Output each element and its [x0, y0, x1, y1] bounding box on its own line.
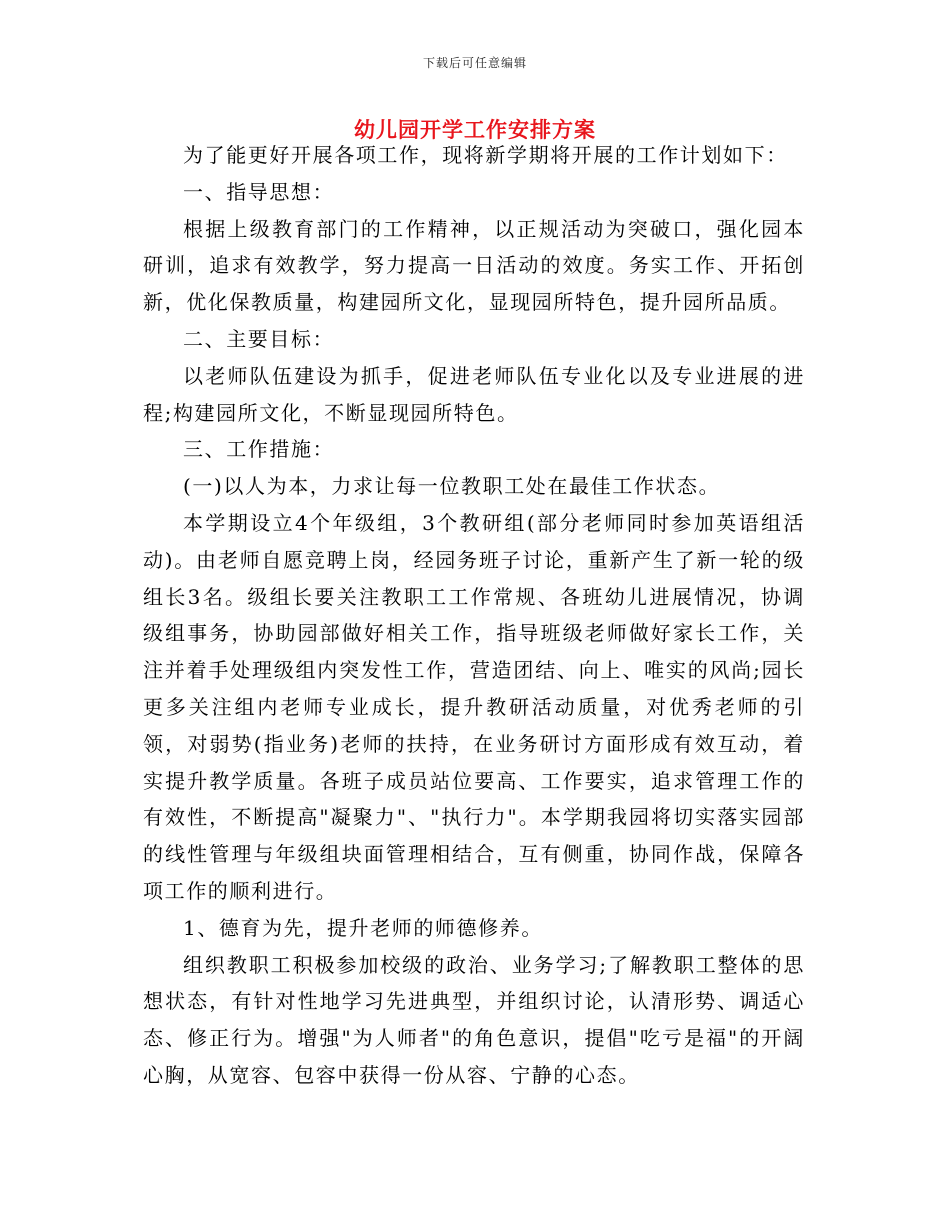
- heading-guiding-ideology: 一、指导思想：: [183, 179, 335, 204]
- subheading-people-oriented: (一)以人为本，力求让每一位教职工处在最佳工作状态。: [183, 474, 721, 499]
- paragraph-guiding-ideology: 根据上级教育部门的工作精神，以正规活动为突破口，强化园本研训，追求有效教学，努力提高一日活动的效度。务实工作、开拓创新，优化保教质量，构建园所文化，显现园所特色，提升园所品质。: [143, 216, 805, 315]
- subheading-moral-education: 1、德育为先，提升老师的师德修养。: [183, 915, 543, 940]
- document-title: 幼儿园开学工作安排方案: [354, 117, 596, 142]
- heading-work-measures: 三、工作措施：: [183, 437, 335, 462]
- header-note: 下载后可任意编辑: [422, 56, 527, 70]
- paragraph-grade-groups: 本学期设立4个年级组，3个教研组(部分老师同时参加英语组活动)。由老师自愿竞聘上岗，经园务班子讨论，重新产生了新一轮的级组长3名。级组长要关注教职工工作常规、各班幼儿进展情况，协调级组事务，协助园部做好相关工作，指导班级老师做好家长工作，关注并着手处理级组内突发性工作，营造团结、向上、唯实的风尚;园长更多关注组内老师专业成长，提升教研活动质量，对优秀老师的引领，对弱势(指业务)老师的扶持，在业务研讨方面形成有效互动，着实提升教学质量。各班子成员站位要高、工作要实，追求管理工作的有效性，不断提高"凝聚力"、"执行力"。本学期我园将切实落实园部的线性管理与年级组块面管理相结合，互有侧重，协同作战，保障各项工作的顺利进行。: [143, 510, 805, 903]
- paragraph-moral-education: 组织教职工积极参加校级的政治、业务学习;了解教职工整体的思想状态，有针对性地学习先进典型，并组织讨论，认清形势、调适心态、修正行为。增强"为人师者"的角色意识，提倡"吃亏是福"的开阔心胸，从宽容、包容中获得一份从容、宁静的心态。: [143, 952, 805, 1087]
- paragraph-intro: 为了能更好开展各项工作，现将新学期将开展的工作计划如下：: [183, 143, 788, 167]
- paragraph-main-goals: 以老师队伍建设为抓手，促进老师队伍专业化以及专业进展的进程;构建园所文化，不断显现园所特色。: [143, 363, 805, 425]
- heading-main-goals: 二、主要目标：: [183, 326, 335, 351]
- document-body: [143, 137, 805, 1094]
